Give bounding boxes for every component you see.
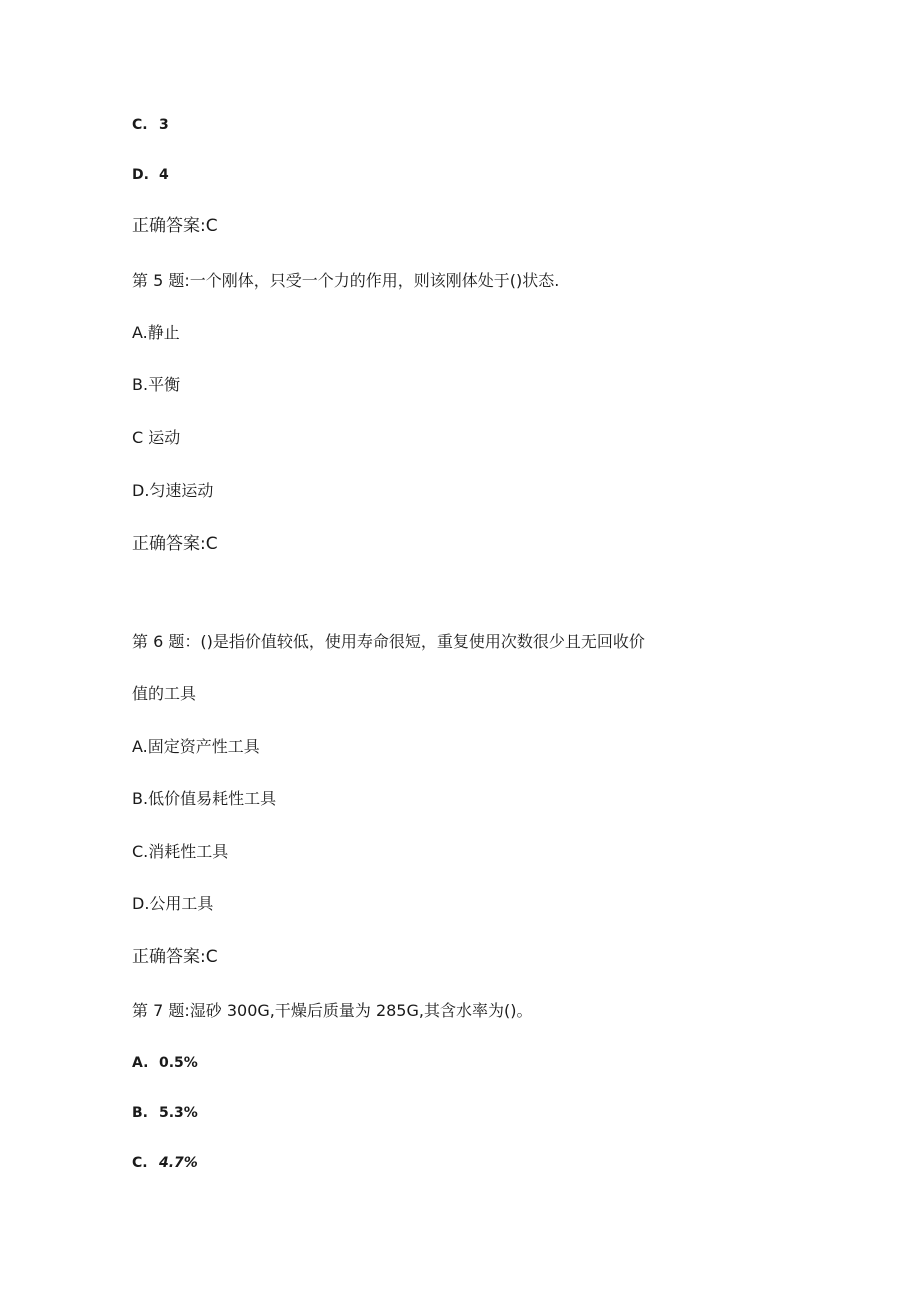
q5-question: 第 5 题:一个刚体，只受一个力的作用，则该刚体处于()状态.	[132, 271, 560, 290]
option-letter: C.	[132, 1155, 148, 1171]
option-value: 5.3%	[159, 1105, 198, 1121]
q6-option-d: D.公用工具	[132, 894, 214, 913]
option-letter: B.	[132, 1105, 148, 1121]
option-value: 4.7%	[159, 1155, 198, 1171]
q6-option-b: B.低价值易耗性工具	[132, 789, 277, 808]
q4-answer: 正确答案:C	[132, 216, 218, 236]
option-letter: A.	[132, 1055, 149, 1071]
option-letter: C.	[132, 117, 148, 133]
q5-answer: 正确答案:C	[132, 534, 218, 554]
q6-answer: 正确答案:C	[132, 947, 218, 967]
option-value: 0.5%	[159, 1055, 198, 1071]
q5-option-b: B.平衡	[132, 375, 181, 394]
q5-option-d: D.匀速运动	[132, 481, 214, 500]
q7-question: 第 7 题:湿砂 300G,干燥后质量为 285G,其含水率为()。	[132, 1001, 533, 1020]
q6-option-a: A.固定资产性工具	[132, 737, 260, 756]
q5-option-c: C 运动	[132, 428, 181, 447]
q4-option-d	[132, 164, 169, 185]
option-value: 4	[159, 167, 169, 183]
q6-question-line2: 值的工具	[132, 684, 197, 703]
q4-option-c	[132, 114, 169, 135]
q5-option-a: A.静止	[132, 323, 180, 342]
q7-option-a	[132, 1052, 198, 1073]
q6-question-line1: 第 6 题：()是指价值较低，使用寿命很短，重复使用次数很少且无回收价	[132, 632, 645, 651]
q7-option-b	[132, 1102, 198, 1123]
option-letter: D.	[132, 167, 149, 183]
q6-option-c: C.消耗性工具	[132, 842, 229, 861]
q7-option-c	[132, 1152, 198, 1173]
option-value: 3	[159, 117, 169, 133]
